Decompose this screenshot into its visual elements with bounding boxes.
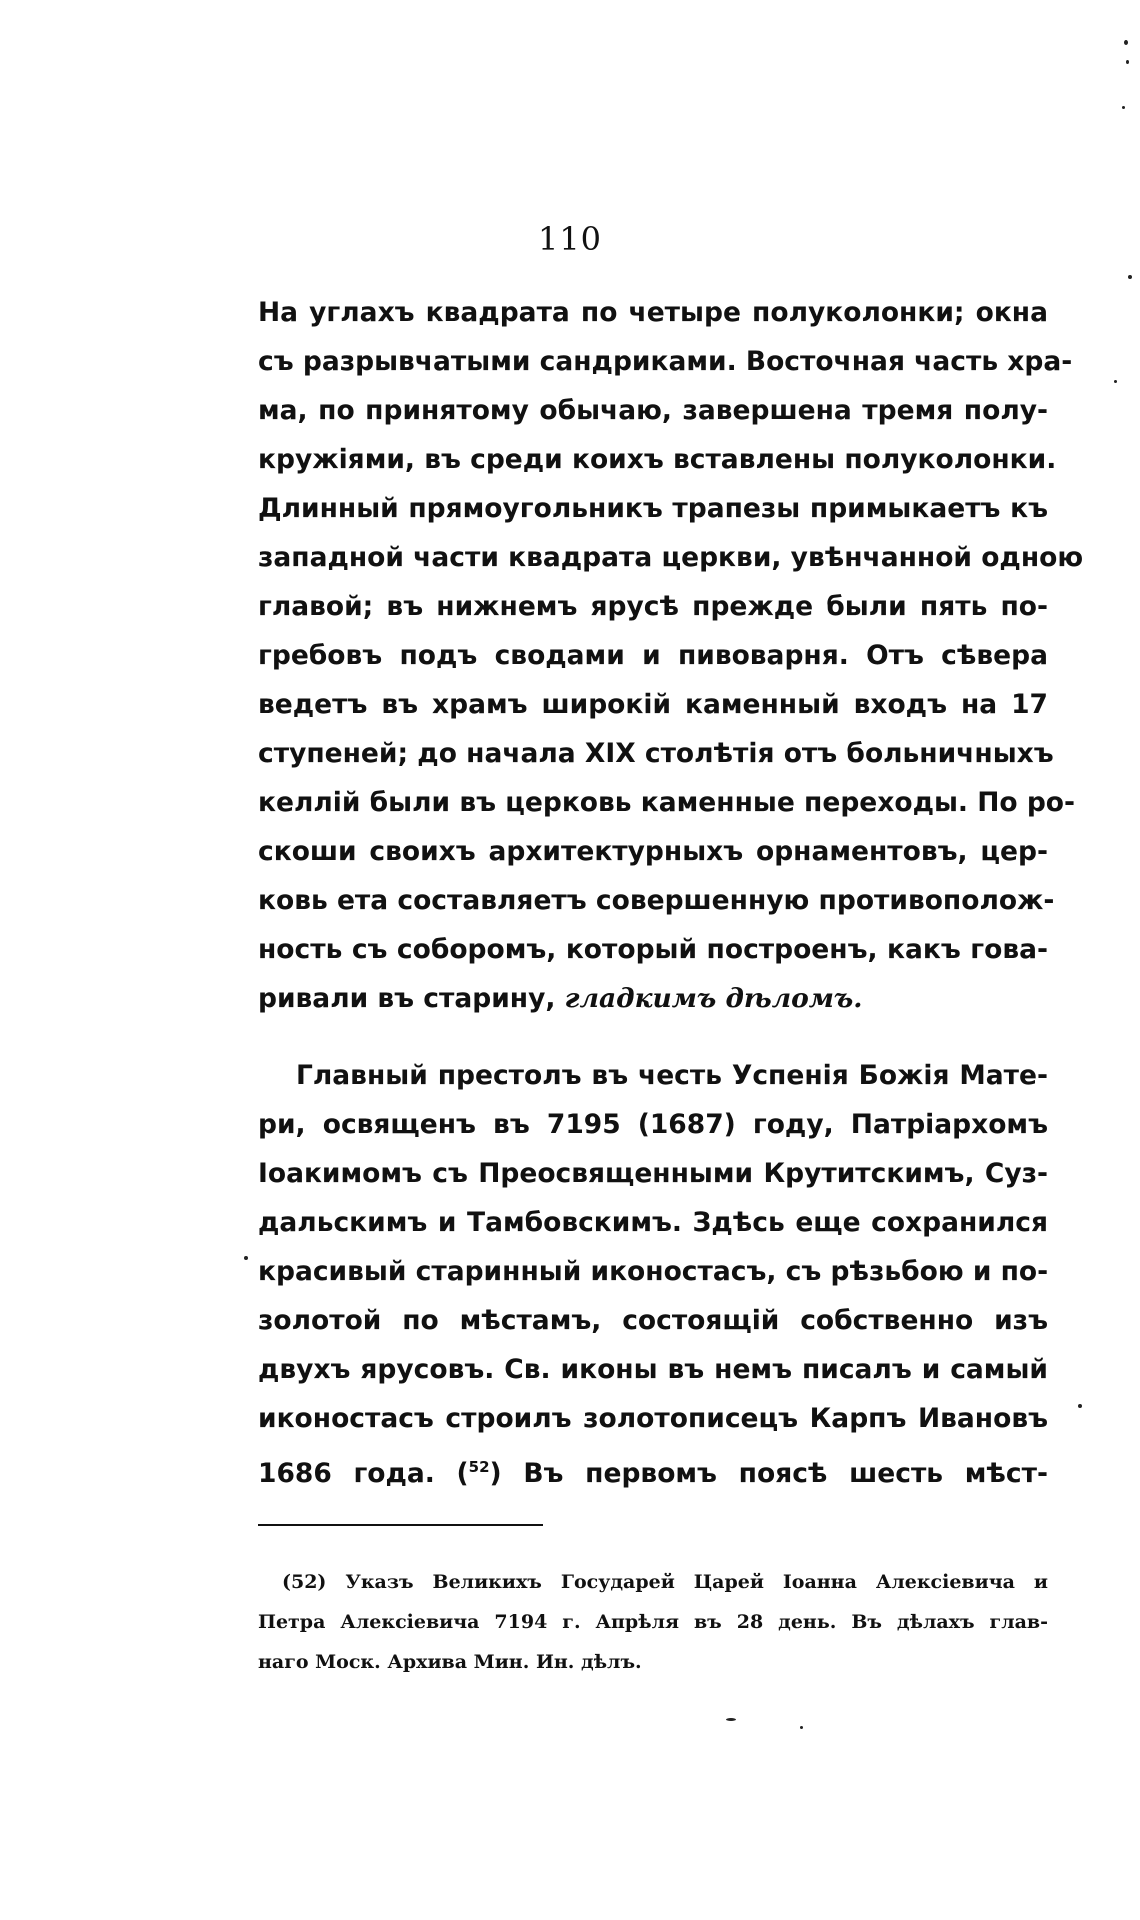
scan-speck xyxy=(1078,1404,1082,1408)
text-line: дальскимъ и Тамбовскимъ. Здѣсь еще сохранился xyxy=(258,1207,1048,1238)
scan-speck xyxy=(1124,40,1128,45)
text-line: На углахъ квадрата по четыре полуколонки; окна xyxy=(258,297,1048,328)
text-plain: ривали въ старину, xyxy=(258,983,565,1014)
text-line: иконостасъ строилъ золотописецъ Карпъ Ивановъ xyxy=(258,1403,1048,1434)
text-line: ность съ соборомъ, который построенъ, какъ гова- xyxy=(258,934,1048,965)
paragraph-2 xyxy=(258,1051,1048,1492)
text-line: ступеней; до начала XIX столѣтія отъ больничныхъ xyxy=(258,738,1054,769)
text-line: гребовъ подъ сводами и пивоварня. Отъ сѣвера xyxy=(258,640,1048,671)
text-line: ведетъ въ храмъ широкій каменный входъ на 17 xyxy=(258,689,1048,720)
text-line: Главный престолъ въ честь Успенія Божія Мате- xyxy=(296,1060,1048,1091)
text-line: съ разрывчатыми сандриками. Восточная часть хра- xyxy=(258,346,1073,377)
scan-speck xyxy=(800,1726,803,1729)
scan-speck xyxy=(1126,60,1129,64)
text-line: Длинный прямоугольникъ трапезы примыкаетъ къ xyxy=(258,493,1048,524)
text-line: красивый старинный иконостасъ, съ рѣзьбою и по- xyxy=(258,1256,1049,1287)
footnote-line: (52) Указъ Великихъ Государей Царей Іоанна Алексіевича и xyxy=(282,1571,1048,1593)
scan-speck xyxy=(1122,106,1125,109)
text-line: западной части квадрата церкви, увѣнчанной одною xyxy=(258,542,1084,573)
text-line: главой; въ нижнемъ ярусѣ прежде были пять по- xyxy=(258,591,1048,622)
text-line-with-ref xyxy=(258,1443,1048,1492)
scan-speck xyxy=(726,1718,736,1721)
main-text xyxy=(258,288,1084,1492)
text-line: скоши своихъ архитектурныхъ орнаментовъ, цер- xyxy=(258,836,1048,867)
text-line: Іоакимомъ съ Преосвященными Крутитскимъ, Суз- xyxy=(258,1158,1048,1189)
text-line: золотой по мѣстамъ, состоящій собственно изъ xyxy=(258,1305,1048,1336)
text-line: кружіями, въ среди коихъ вставлены полуколонки. xyxy=(258,444,1057,475)
footnotes xyxy=(258,1562,1048,1682)
scan-speck xyxy=(1114,380,1117,383)
text-line: ковь ета составляетъ совершенную противополож- xyxy=(258,885,1055,916)
paragraph-1 xyxy=(258,288,1084,1023)
text-before-ref: 1686 года. ( xyxy=(258,1457,469,1489)
footnote-line: Петра Алексіевича 7194 г. Апрѣля въ 28 день. Въ дѣлахъ глав- xyxy=(258,1611,1048,1633)
footnote-line: наго Моск. Архива Мин. Ин. дѣлъ. xyxy=(258,1651,642,1673)
text-line: келлій были въ церковь каменные переходы. По ро- xyxy=(258,787,1076,818)
scan-speck xyxy=(1128,275,1132,279)
scan-speck xyxy=(244,1256,248,1260)
text-line: ма, по принятому обычаю, завершена тремя полу- xyxy=(258,395,1048,426)
italic-phrase: гладкимъ дѣломъ. xyxy=(564,983,863,1014)
text-line: ри, освященъ въ 7195 (1687) году, Патріархомъ xyxy=(258,1109,1048,1140)
footnote-reference: 52 xyxy=(468,1458,490,1476)
text-line: двухъ ярусовъ. Св. иконы въ немъ писалъ и самый xyxy=(258,1354,1048,1385)
page-number: 110 xyxy=(537,220,603,258)
text-line-last xyxy=(258,974,1048,1023)
footnote-divider xyxy=(258,1524,543,1526)
text-after-ref: ) Въ первомъ поясѣ шесть мѣст- xyxy=(489,1457,1048,1489)
